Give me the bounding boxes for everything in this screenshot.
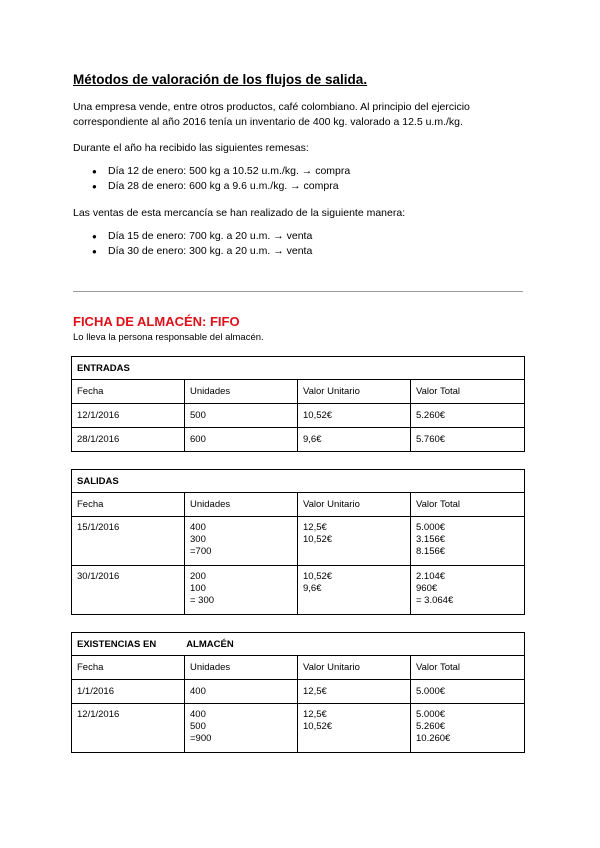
table-cell: 15/1/2016 [72,517,185,566]
column-header-row [72,656,525,680]
table-cell [185,517,298,566]
cell-line: = 3.064€ [416,595,454,606]
remesas-label: Durante el año ha recibido las siguientes remesas: [73,142,309,154]
table-row [72,566,525,615]
table-cell: 5.000€ [411,680,525,704]
table-cell: 12/1/2016 [72,704,185,753]
cell-line: 200 [190,571,206,582]
table-cell: 12,5€ [298,680,411,704]
cell-line: 100 [190,583,206,594]
cell-line: = 300 [190,595,215,606]
cell-line: 9,6€ [303,583,322,594]
table-row [72,404,525,428]
table-title: SALIDAS [72,470,525,493]
column-header: Unidades [185,656,298,680]
cell-line: 400 [190,709,206,720]
table-cell: 400 [185,680,298,704]
table-title [72,633,525,656]
list-item: ● Día 30 de enero: 300 kg. a 20 u.m. → venta [92,244,312,259]
table-title-part: ALMACÉN [186,638,234,650]
column-header: Valor Unitario [298,493,411,517]
table-cell: 30/1/2016 [72,566,185,615]
table-row [72,517,525,566]
cell-line: 5.000€ [416,522,446,533]
cell-line: 2.104€ [416,571,446,582]
table-cell: 5.260€ [411,404,525,428]
column-header-row [72,493,525,517]
list-item: ● Día 15 de enero: 700 kg. a 20 u.m. → venta [92,229,312,244]
cell-line: 5.260€ [416,721,446,732]
table-row [72,704,525,753]
salidas-table [71,469,525,615]
table-cell: 600 [185,428,298,452]
column-header: Valor Total [411,656,525,680]
cell-line: 10.260€ [416,733,451,744]
section-title: FICHA DE ALMACÉN: FIFO [73,314,240,329]
cell-line: 10,52€ [303,721,333,732]
table-cell [185,566,298,615]
table-cell: 12/1/2016 [72,404,185,428]
divider [73,291,523,292]
cell-line: 12,5€ [303,522,327,533]
table-title: ENTRADAS [72,357,525,380]
cell-line: 400 [190,522,206,533]
column-header: Valor Unitario [298,380,411,404]
cell-line: 300 [190,534,206,545]
column-header: Valor Total [411,380,525,404]
table-cell: 10,52€ [298,404,411,428]
table-title-part: EXISTENCIAS EN [77,638,157,650]
column-header-row [72,380,525,404]
column-header: Unidades [185,493,298,517]
list-item: ● Día 28 de enero: 600 kg a 9.6 u.m./kg. → compra [92,179,350,194]
table-row [72,680,525,704]
table-row [72,428,525,452]
table-cell [298,704,411,753]
table-cell [411,517,525,566]
entradas-table [71,356,525,452]
page-title: Métodos de valoración de los flujos de salida. [73,72,368,87]
cell-line: 12,5€ [303,709,327,720]
ventas-label: Las ventas de esta mercancía se han realizado de la siguiente manera: [73,207,406,219]
cell-line: 3.156€ [416,534,446,545]
table-cell: 500 [185,404,298,428]
column-header: Valor Total [411,493,525,517]
cell-line: =700 [190,546,212,557]
cell-line: 5.000€ [416,709,446,720]
table-cell: 9,6€ [298,428,411,452]
table-cell: 1/1/2016 [72,680,185,704]
cell-line: 10,52€ [303,571,333,582]
cell-line: =900 [190,733,212,744]
cell-line: 500 [190,721,206,732]
cell-line: 10,52€ [303,534,333,545]
cell-line: 960€ [416,583,438,594]
table-cell [298,517,411,566]
column-header: Fecha [72,493,185,517]
table-cell [298,566,411,615]
remesas-list [92,164,350,194]
column-header: Valor Unitario [298,656,411,680]
table-cell: 5.760€ [411,428,525,452]
intro-paragraph: Una empresa vende, entre otros productos, café colombiano. Al principio del ejercicio correspondiente al año 2016 tenía un inventario de 400 kg. valorado a 12.5 u.m./kg. [73,101,470,128]
column-header: Unidades [185,380,298,404]
table-cell [185,704,298,753]
table-cell: 28/1/2016 [72,428,185,452]
table-cell [411,566,525,615]
table-cell [411,704,525,753]
column-header: Fecha [72,656,185,680]
list-item: ● Día 12 de enero: 500 kg a 10.52 u.m./kg. → compra [92,164,350,179]
cell-line: 8.156€ [416,546,446,557]
section-subtitle: Lo lleva la persona responsable del almacén. [73,332,264,343]
ventas-list [92,229,312,259]
existencias-table [71,632,525,753]
column-header: Fecha [72,380,185,404]
